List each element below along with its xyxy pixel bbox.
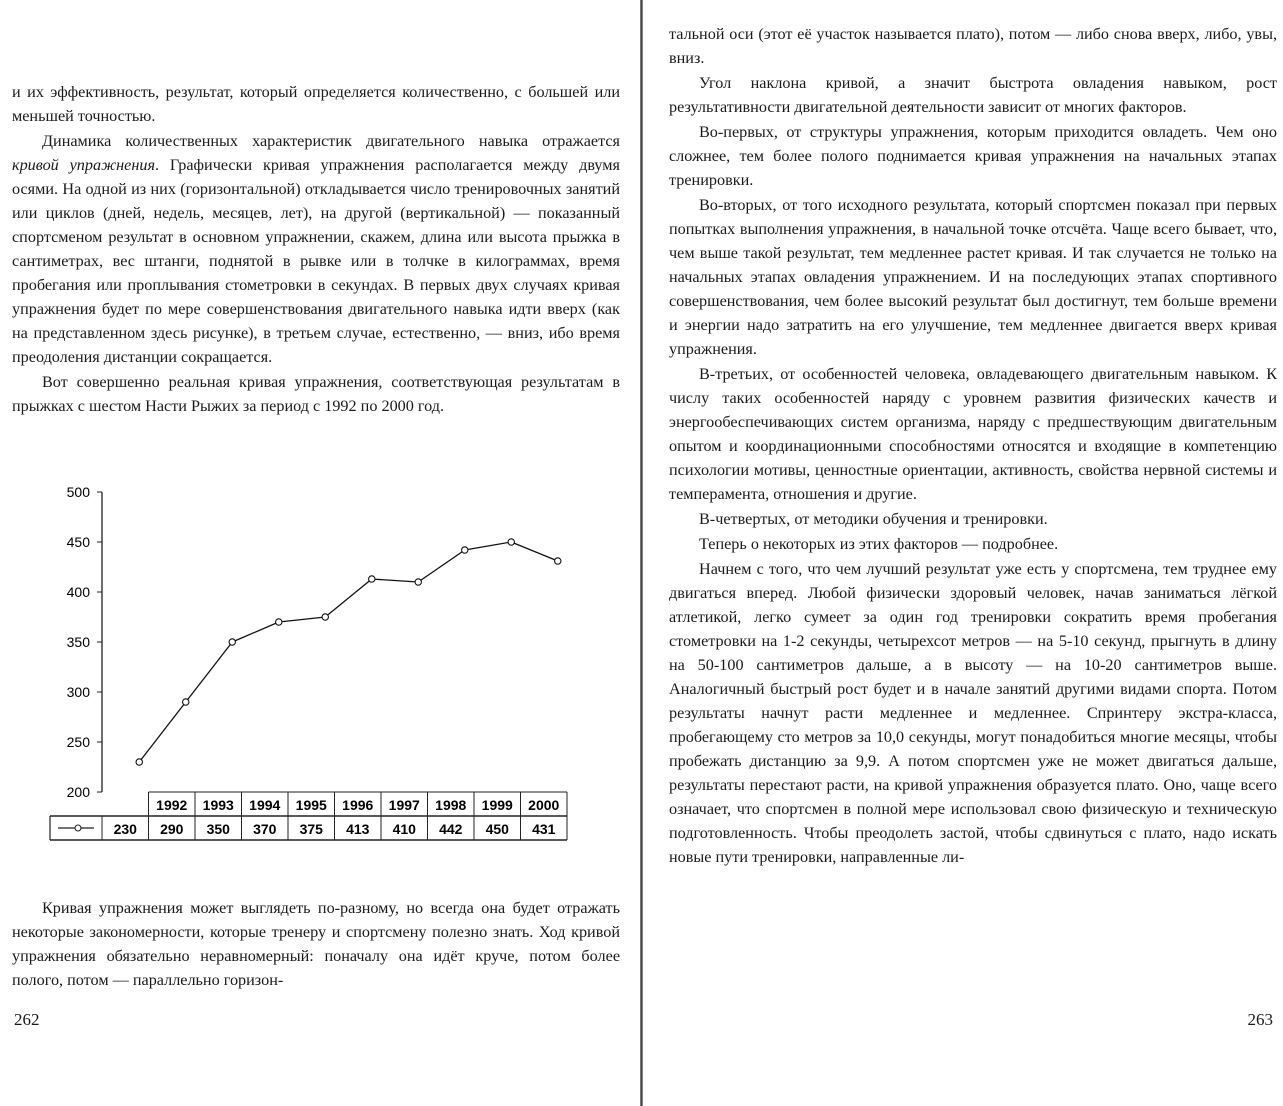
left-column-bottom — [12, 896, 620, 993]
value-cell: 375 — [299, 821, 323, 837]
paragraph: Угол наклона кривой, а значит быстрота овладения навыком, рост результативности двигательной деятельности зависит от многих факторов. — [669, 74, 1277, 116]
data-table — [50, 792, 567, 840]
paragraph-text: . Графически кривая упражнения располагается между двумя осями. На одной из них (горизонтальной) откладывается число тренировочных занятий или циклов (дней, недель, месяцев, лет), на другой (вертикальной) — показанный спортсменом результат в основном упражнении, скажем, длина или высота прыжка в сантиметрах, вес штанги, поднятой в рывке или в толчке в килограммах, время пробегания или проплывания стометровки в секундах. В первых двух случаях кривая упражнения будет по мере совершенствования двигательного навыка идти вверх (как на представленном здесь рисунке), в третьем случае, естественно, — вниз, ибо время преодоления дистанции сокращается. — [12, 156, 620, 366]
page-number: 262 — [14, 1010, 40, 1029]
year-label: 1993 — [202, 797, 234, 813]
data-point — [555, 558, 561, 564]
value-cell: 442 — [439, 821, 463, 837]
paragraph: Кривая упражнения может выглядеть по-разному, но всегда она будет отражать некоторые закономерности, которые тренеру и спортсмену полезно знать. Ход кривой упражнения обязательно неравномерный: поначалу она идёт круче, потом более полого, потом — параллельно горизон- — [12, 899, 620, 989]
series-segment — [511, 542, 558, 561]
series-segment — [186, 642, 233, 702]
paragraph: Начнем с того, что чем лучший результат уже есть у спортсмена, тем труднее ему двигаться вперед. Любой физически здоровый человек, начав заниматься лёгкой атлетикой, легко сумеет за один год тренировки сократить время пробегания стометровки на 1-2 секунды, четырехсот метров — на 5-10 секунд, прыгнуть в длину на 50-100 сантиметров дальше, а в высоту — на 10-20 сантиметров выше. Аналогичный быстрый рост будет и в начале занятий другими видами спорта. Потом результаты начнут расти медленнее и медленнее. Спринтеру экстра-класса, пробегающему сто метров за 10,0 секунды, могут понадобиться многие месяцы, чтобы пробежать дистанцию за 9,9. А потом спортсмен уже не может двигаться дальше, результаты перестают расти, на кривой упражнения образуется плато. Оно, чаще всего означает, что спортсмен в полной мере использовал свою физическую и техническую подготовленность. Чтобы преодолеть застой, чтобы сдвинуться с плато, надо искать новые пути тренировки, направленные ли- — [669, 560, 1277, 866]
series-segment — [279, 617, 326, 622]
paragraph: В-третьих, от особенностей человека, овладевающего двигательным навыком. К числу таких особенностей наряду с уровнем развития физических качеств и энергообеспечивающих систем организма, наряду с предшествующим двигательным опытом и координационными способностями относятся и входящие в компетенцию психологии мотивы, ценностные ориентации, активность, свойства нервной системы и темперамента, отношения и другие. — [669, 365, 1277, 503]
year-label: 1998 — [435, 797, 467, 813]
y-tick-label: 450 — [66, 534, 90, 550]
y-tick-label: 200 — [66, 784, 90, 800]
paragraph: Теперь о некоторых из этих факторов — подробнее. — [699, 535, 1059, 553]
series-segment — [372, 579, 419, 582]
series-segment — [418, 550, 465, 582]
y-tick-label: 500 — [66, 484, 90, 500]
paragraph-text: Динамика количественных характеристик двигательного навыка отражается — [42, 132, 620, 150]
year-label: 1996 — [342, 797, 374, 813]
plot-area — [136, 539, 561, 765]
year-label: 1992 — [156, 797, 188, 813]
series-segment — [232, 622, 279, 642]
paragraph: В-четвертых, от методики обучения и тренировки. — [699, 510, 1048, 528]
legend-marker — [75, 825, 81, 831]
data-point — [322, 614, 328, 620]
paragraph: и их эффективность, результат, который определяется количественно, с большей или меньшей точностью. — [12, 83, 620, 125]
right-page — [645, 0, 1283, 1106]
y-axis — [67, 484, 102, 800]
year-label: 2000 — [528, 797, 560, 813]
value-cell: 431 — [532, 821, 556, 837]
value-cell: 350 — [206, 821, 230, 837]
data-point — [415, 579, 421, 585]
data-point — [229, 639, 235, 645]
year-label: 1997 — [388, 797, 420, 813]
data-point — [276, 619, 282, 625]
data-point — [136, 759, 142, 765]
year-label: 1999 — [481, 797, 513, 813]
value-cell: 413 — [346, 821, 370, 837]
value-cell: 230 — [113, 821, 137, 837]
left-column-top — [12, 80, 620, 419]
value-cell: 290 — [160, 821, 184, 837]
data-point — [369, 576, 375, 582]
right-column — [669, 22, 1277, 870]
page-number: 263 — [1247, 1010, 1273, 1029]
series-segment — [465, 542, 512, 550]
data-point — [183, 699, 189, 705]
italic-term: кривой упражнения — [12, 156, 156, 174]
year-label: 1994 — [249, 797, 281, 813]
data-point — [508, 539, 514, 545]
value-cell: 410 — [392, 821, 416, 837]
y-tick-label: 250 — [66, 734, 90, 750]
value-cell: 370 — [253, 821, 277, 837]
y-tick-label: 400 — [66, 584, 90, 600]
series-segment — [325, 579, 372, 617]
exercise-curve-chart — [40, 478, 580, 878]
book-spine — [640, 0, 643, 1106]
paragraph: тальной оси (этот её участок называется плато), потом — либо снова вверх, либо, увы, вниз. — [669, 25, 1277, 67]
paragraph: Вот совершенно реальная кривая упражнения, соответствующая результатам в прыжках с шестом Насти Рыжих за период с 1992 по 2000 год. — [12, 373, 620, 415]
paragraph: Во-первых, от структуры упражнения, которым приходится овладеть. Чем оно сложнее, тем более полого поднимается кривая упражнения на начальных этапах тренировки. — [669, 123, 1277, 189]
series-segment — [139, 702, 186, 762]
left-page — [0, 0, 640, 1106]
value-cell: 450 — [485, 821, 509, 837]
y-tick-label: 350 — [66, 634, 90, 650]
year-label: 1995 — [295, 797, 327, 813]
paragraph-curve-definition — [12, 129, 620, 369]
y-tick-label: 300 — [66, 684, 90, 700]
paragraph: Во-вторых, от того исходного результата, который спортсмен показал при первых попытках выполнения упражнения, в начальной точке отсчёта. Чаще всего бывает, что, чем выше такой результат, тем медленнее растет кривая. И так случается не только на начальных этапах овладения упражнением. И на последующих этапах спортивного совершенствования, чем более высокий результат был достигнут, тем больше времени и энергии надо затратить на его улучшение, тем медленнее двигается вверх кривая упражнения. — [669, 196, 1277, 358]
data-point — [462, 547, 468, 553]
